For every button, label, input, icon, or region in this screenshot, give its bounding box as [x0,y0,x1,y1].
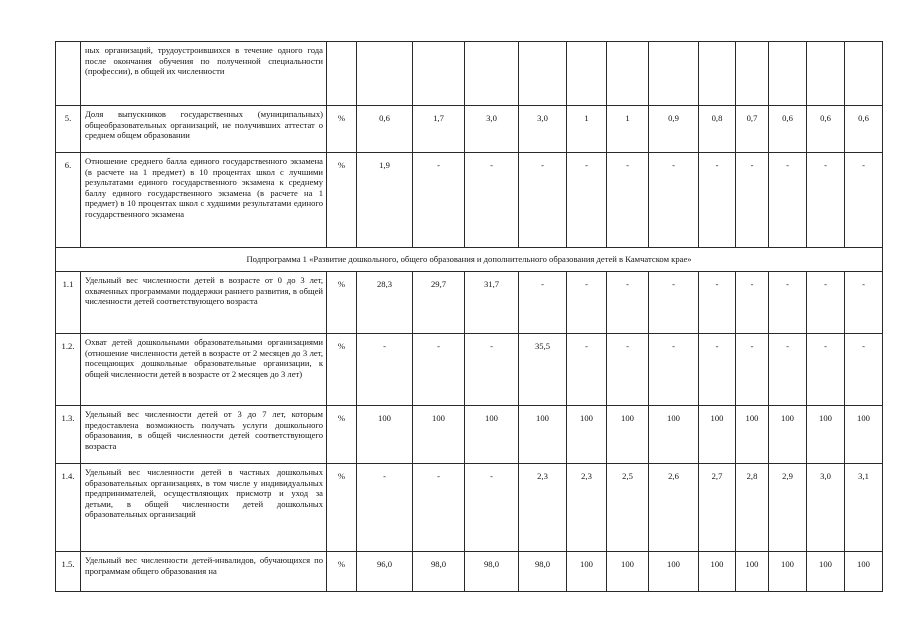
unit-cell [327,42,357,106]
value-cell: 100 [607,552,649,592]
value-cell: 100 [769,406,807,464]
value-cell: 100 [649,406,699,464]
value-cell: 98,0 [413,552,465,592]
value-cell: - [649,272,699,334]
value-cell: - [607,272,649,334]
indicator-name: Отношение среднего балла единого государственного экзамена (в расчете на 1 предмет) в 10 процентах школ с лучшими результатами единого государственного экзамена к среднему баллу единого государственного экзамена (в расчете на 1 предмет) в 10 процентах школ с худшими результатами единого государственного экзамена [81,153,327,248]
value-cell: - [736,272,769,334]
value-cell: 98,0 [465,552,519,592]
value-cell: - [769,153,807,248]
value-cell: 1,9 [357,153,413,248]
value-cell: 100 [567,552,607,592]
value-cell: 100 [607,406,649,464]
indicator-name: Удельный вес численности детей от 3 до 7 лет, которым предоставлена возможность получать услуги дошкольного образования, в общей численности детей соответствующего возраста [81,406,327,464]
value-cell: - [736,334,769,406]
row-number: 1.2. [56,334,81,406]
value-cell: 2,5 [607,464,649,552]
table-row [56,272,883,334]
value-cell: 1,7 [413,106,465,153]
value-cell [465,42,519,106]
value-cell: 100 [413,406,465,464]
value-cell: 0,6 [769,106,807,153]
value-cell: 0,9 [649,106,699,153]
value-cell: 2,6 [649,464,699,552]
value-cell: - [519,153,567,248]
indicator-name: Удельный вес численности детей в частных дошкольных образовательных организациях, в том числе у индивидуальных предпринимателей, осуществляющих присмотр и уход за детьми, в общей численности детей дошкольных образовательных организаций [81,464,327,552]
value-cell: - [699,272,736,334]
value-cell: 100 [699,552,736,592]
value-cell: - [845,334,883,406]
value-cell: 0,6 [845,106,883,153]
value-cell [736,42,769,106]
value-cell: - [567,153,607,248]
value-cell: 100 [807,552,845,592]
value-cell: - [807,153,845,248]
value-cell: 3,0 [465,106,519,153]
value-cell: - [413,334,465,406]
value-cell: - [413,464,465,552]
value-cell: 2,3 [567,464,607,552]
value-cell: - [845,272,883,334]
value-cell [607,42,649,106]
unit-cell: % [327,106,357,153]
unit-cell: % [327,406,357,464]
value-cell: - [357,334,413,406]
value-cell: 100 [769,552,807,592]
value-cell: 29,7 [413,272,465,334]
value-cell: - [769,272,807,334]
value-cell: 1 [567,106,607,153]
value-cell: - [807,334,845,406]
value-cell [413,42,465,106]
value-cell: 3,1 [845,464,883,552]
value-cell: 100 [649,552,699,592]
value-cell: 31,7 [465,272,519,334]
value-cell: 2,3 [519,464,567,552]
value-cell: 3,0 [807,464,845,552]
value-cell: - [357,464,413,552]
value-cell [845,42,883,106]
value-cell: 0,6 [357,106,413,153]
value-cell: - [413,153,465,248]
indicator-name: Доля выпускников государственных (муниципальных) общеобразовательных организаций, не получивших аттестат о среднем общем образовании [81,106,327,153]
value-cell: - [699,334,736,406]
value-cell [649,42,699,106]
table-row [56,552,883,592]
row-number [56,42,81,106]
value-cell: - [807,272,845,334]
value-cell: - [465,153,519,248]
value-cell [357,42,413,106]
indicator-name: Удельный вес численности детей-инвалидов, обучающихся по программам общего образования на [81,552,327,592]
table-row [56,153,883,248]
value-cell: 0,8 [699,106,736,153]
value-cell: - [845,153,883,248]
subprogram-title: Подпрограмма 1 «Развитие дошкольного, общего образования и дополнительного образования детей в Камчатском крае» [56,248,883,272]
value-cell: 100 [567,406,607,464]
value-cell: 100 [807,406,845,464]
value-cell: - [567,272,607,334]
table-row [56,42,883,106]
value-cell: - [699,153,736,248]
value-cell: 0,6 [807,106,845,153]
value-cell: 100 [736,406,769,464]
table-row [56,106,883,153]
row-number: 5. [56,106,81,153]
value-cell: 100 [519,406,567,464]
value-cell [769,42,807,106]
value-cell: 100 [465,406,519,464]
value-cell: - [736,153,769,248]
value-cell: - [465,464,519,552]
value-cell: 28,3 [357,272,413,334]
value-cell: - [465,334,519,406]
value-cell: - [649,153,699,248]
table-row [56,334,883,406]
value-cell: 2,9 [769,464,807,552]
indicators-table [55,41,883,592]
value-cell [519,42,567,106]
row-number: 6. [56,153,81,248]
unit-cell: % [327,272,357,334]
value-cell: - [607,334,649,406]
value-cell: 100 [736,552,769,592]
value-cell: 100 [845,406,883,464]
row-number: 1.3. [56,406,81,464]
value-cell [807,42,845,106]
value-cell: - [769,334,807,406]
value-cell [699,42,736,106]
value-cell: 100 [845,552,883,592]
value-cell [567,42,607,106]
subprogram-header-row [56,248,883,272]
unit-cell: % [327,552,357,592]
value-cell: 96,0 [357,552,413,592]
value-cell: 35,5 [519,334,567,406]
row-number: 1.5. [56,552,81,592]
table-row [56,464,883,552]
value-cell: 2,8 [736,464,769,552]
indicator-name: Охват детей дошкольными образовательными организациями (отношение численности детей в возрасте от 2 месяцев до 3 лет, посещающих дошкольные образовательные организации, к общей численности детей в возрасте от 2 месяцев до 3 лет) [81,334,327,406]
value-cell: 2,7 [699,464,736,552]
value-cell: - [649,334,699,406]
unit-cell: % [327,334,357,406]
value-cell: 0,7 [736,106,769,153]
unit-cell: % [327,153,357,248]
value-cell: 1 [607,106,649,153]
value-cell: 3,0 [519,106,567,153]
row-number: 1.1 [56,272,81,334]
value-cell: - [519,272,567,334]
value-cell: 100 [699,406,736,464]
indicator-name: ных организаций, трудоустроившихся в течение одного года после окончания обучения по полученной специальности (профессии), в общей их численности [81,42,327,106]
value-cell: - [567,334,607,406]
row-number: 1.4. [56,464,81,552]
value-cell: - [607,153,649,248]
table-row [56,406,883,464]
unit-cell: % [327,464,357,552]
value-cell: 100 [357,406,413,464]
indicator-name: Удельный вес численности детей в возрасте от 0 до 3 лет, охваченных программами поддержки раннего развития, в общей численности детей соответствующего возраста [81,272,327,334]
value-cell: 98,0 [519,552,567,592]
